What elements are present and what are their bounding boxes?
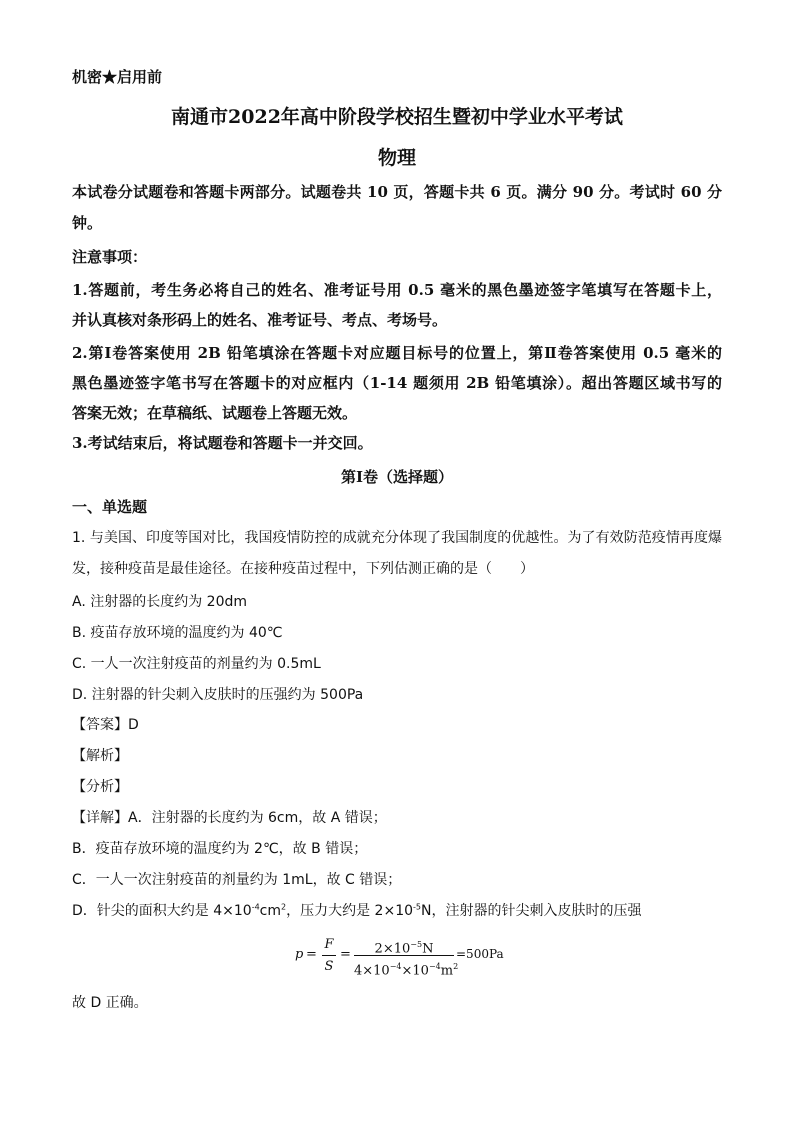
notes-heading: 注意事项： [72,248,148,266]
note-1-line-2: 并认真核对条形码上的姓名、准考证号、考点、考场号。 [72,311,448,329]
num-exp: −5 [410,940,423,949]
detail-d-post: N，注射器的针尖刺入皮肤时的压强 [421,903,642,919]
detail-d-mid2: ，压力大约是 2×10 [286,903,414,919]
den-exp1: −4 [389,962,402,971]
detail-d-mid1: cm [259,903,282,919]
question-stem-line-2: 发，接种疫苗是最佳途径。在接种疫苗过程中，下列估测正确的是（ ） [72,561,534,577]
option-d: D. 注射器的针尖刺入皮肤时的压强约为 500Pa [72,687,364,703]
intro-line-2: 钟。 [72,214,103,232]
section-title: 一、单选题 [72,498,148,516]
answer-label: 【答案】D [72,717,139,733]
detail-d-exp1: -4 [251,902,260,912]
detail-d [72,900,641,920]
part-title: 第Ⅰ卷（选择题） [340,468,454,486]
note-1-line-1: 1.答题前，考生务必将自己的姓名、准考证号用 0.5 毫米的黑色墨迹签字笔填写在答题卡上， [72,281,722,299]
secret-label: 机密★启用前 [72,68,163,86]
formula-f: F [324,937,334,952]
detail-b: B．疫苗存放环境的温度约为 2℃，故 B 错误； [72,841,368,857]
analysis-label: 【解析】 [72,748,128,764]
detail-d-exp3: -5 [413,902,421,912]
conclusion: 故 D 正确。 [72,995,148,1011]
note-2-line-2: 黑色墨迹签字笔书写在答题卡的对应框内（1-14 题须用 2B 铅笔填涂）。超出答题区域书写的 [72,374,722,392]
detail-a: 【详解】A．注射器的长度约为 6cm，故 A 错误； [72,810,387,826]
formula-result: =500Pa [456,947,504,961]
detail-c: C．一人一次注射疫苗的剂量约为 1mL，故 C 错误； [72,872,402,888]
question-stem-line-1: 1. 与美国、印度等国对比，我国疫情防控的成就充分体现了我国制度的优越性。为了有效防范疫情再度爆 [72,530,722,546]
detail-d-pre: D．针尖的面积大约是 4×10 [72,903,252,919]
den-unit: m [440,963,454,979]
formula-eq2: = [340,947,351,962]
detail-d-exp2: 2 [281,902,287,912]
page-title: 南通市2022年高中阶段学校招生暨初中学业水平考试 [171,106,623,128]
num-base: 2×10 [374,941,411,957]
option-c: C. 一人一次注射疫苗的剂量约为 0.5mL [72,656,321,672]
formula-eq1: = [306,947,317,962]
formula-fraction-values [354,935,459,979]
formula-fraction-fs [322,935,336,978]
option-a: A. 注射器的长度约为 20dm [72,594,248,610]
den-mid: ×10 [401,963,429,979]
note-2-line-1: 2.第Ⅰ卷答案使用 2B 铅笔填涂在答题卡对应题目标号的位置上，第Ⅱ卷答案使用 0.5 毫米的 [72,344,722,362]
den-base1: 4×10 [354,963,390,979]
intro-line-1: 本试卷分试题卷和答题卡两部分。试题卷共 10 页，答题卡共 6 页。满分 90 分。考试时 60 分 [72,183,722,201]
fenxi-label: 【分析】 [72,779,128,795]
formula-s: S [324,959,334,974]
option-b: B. 疫苗存放环境的温度约为 40℃ [72,625,283,641]
formula-numerator [354,935,454,955]
den-unit-exp: 2 [453,962,459,971]
den-exp2: −4 [428,962,441,971]
formula-p: p [295,947,304,962]
formula-denominator [354,956,459,979]
num-unit: N [422,941,434,957]
note-3: 3.考试结束后，将试题卷和答题卡一并交回。 [72,434,373,452]
note-2-line-3: 答案无效；在草稿纸、试题卷上答题无效。 [72,404,358,422]
subject-title: 物理 [377,147,416,169]
